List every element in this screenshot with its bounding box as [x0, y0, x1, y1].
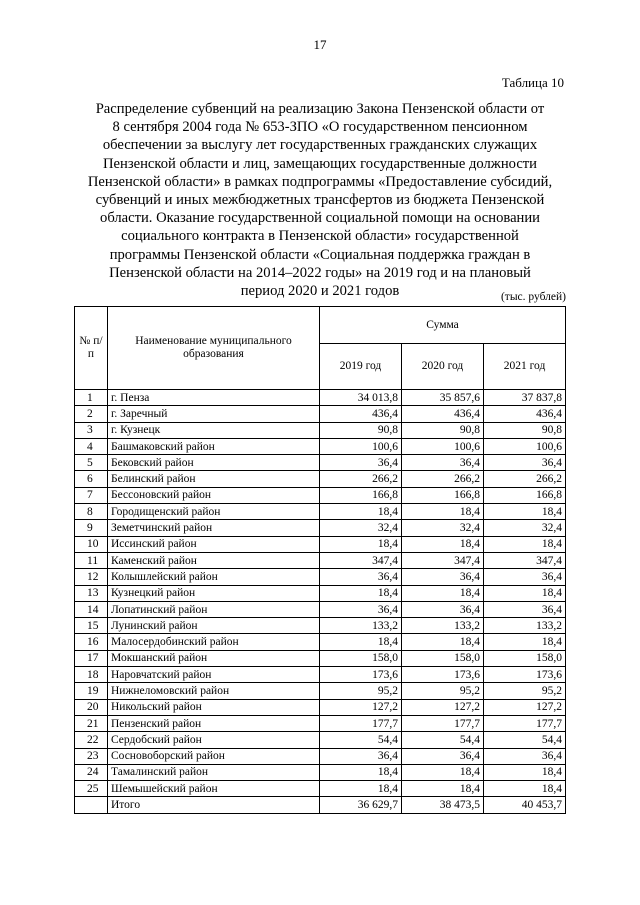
- row-number: 6: [75, 471, 108, 487]
- row-number: 10: [75, 536, 108, 552]
- row-number: 22: [75, 732, 108, 748]
- row-value-2020: 54,4: [402, 732, 484, 748]
- header-municipality: Наименование муниципального образования: [108, 307, 320, 390]
- row-number: 1: [75, 390, 108, 406]
- total-value-2020: 38 473,5: [402, 797, 484, 813]
- row-municipality: Нижнеломовский район: [108, 683, 320, 699]
- row-value-2020: 158,0: [402, 650, 484, 666]
- title-line: субвенций и иных межбюджетных трансфертов из бюджета Пензенской: [95, 192, 545, 209]
- row-municipality: Иссинский район: [108, 536, 320, 552]
- row-number: 12: [75, 569, 108, 585]
- row-value-2020: 266,2: [402, 471, 484, 487]
- table-row: [75, 618, 566, 634]
- table-row: [75, 781, 566, 797]
- row-value-2019: 18,4: [320, 504, 402, 520]
- row-value-2020: 18,4: [402, 536, 484, 552]
- row-value-2019: 133,2: [320, 618, 402, 634]
- row-value-2021: 32,4: [484, 520, 566, 536]
- row-value-2020: 18,4: [402, 504, 484, 520]
- row-value-2019: 177,7: [320, 715, 402, 731]
- table-row: [75, 504, 566, 520]
- table-body: [75, 390, 566, 814]
- row-value-2020: 436,4: [402, 406, 484, 422]
- table-row: [75, 715, 566, 731]
- row-value-2019: 54,4: [320, 732, 402, 748]
- row-value-2021: 347,4: [484, 552, 566, 568]
- row-value-2021: 100,6: [484, 438, 566, 454]
- row-value-2019: 36,4: [320, 748, 402, 764]
- row-number: 2: [75, 406, 108, 422]
- row-number: 19: [75, 683, 108, 699]
- title-line: период 2020 и 2021 годов: [240, 283, 400, 300]
- table-row: [75, 455, 566, 471]
- row-municipality: Колышлейский район: [108, 569, 320, 585]
- total-label: Итого: [108, 797, 320, 813]
- table-row: [75, 699, 566, 715]
- table-row: [75, 650, 566, 666]
- row-value-2020: 18,4: [402, 764, 484, 780]
- table-row: [75, 520, 566, 536]
- row-number: 17: [75, 650, 108, 666]
- row-value-2019: 266,2: [320, 471, 402, 487]
- row-value-2021: 173,6: [484, 667, 566, 683]
- row-value-2019: 166,8: [320, 487, 402, 503]
- table-row: [75, 406, 566, 422]
- row-value-2019: 18,4: [320, 781, 402, 797]
- row-value-2020: 36,4: [402, 569, 484, 585]
- total-value-2021: 40 453,7: [484, 797, 566, 813]
- row-number: 11: [75, 552, 108, 568]
- row-value-2019: 36,4: [320, 601, 402, 617]
- header-sum: Сумма: [320, 307, 566, 344]
- row-value-2020: 166,8: [402, 487, 484, 503]
- total-value-2019: 36 629,7: [320, 797, 402, 813]
- table-row: [75, 487, 566, 503]
- units-label: (тыс. рублей): [500, 291, 566, 303]
- document-title: [74, 100, 566, 300]
- row-number: 8: [75, 504, 108, 520]
- total-row: [75, 797, 566, 813]
- row-value-2019: 95,2: [320, 683, 402, 699]
- table-row: [75, 748, 566, 764]
- title-line: 8 сентября 2004 года № 653-ЗПО «О государственном пенсионном: [112, 119, 528, 136]
- row-value-2021: 54,4: [484, 732, 566, 748]
- row-value-2020: 347,4: [402, 552, 484, 568]
- title-line: области. Оказание государственной социальной помощи на основании: [100, 210, 540, 227]
- row-number: 13: [75, 585, 108, 601]
- table-row: [75, 732, 566, 748]
- title-line: обеспечении за выслугу лет государственных гражданских служащих: [102, 137, 538, 154]
- row-number: 16: [75, 634, 108, 650]
- title-line: Пензенской области на 2014–2022 годы» на 2019 год и на плановый: [109, 264, 531, 281]
- row-municipality: г. Заречный: [108, 406, 320, 422]
- row-number: 20: [75, 699, 108, 715]
- row-value-2020: 18,4: [402, 634, 484, 650]
- row-number: 9: [75, 520, 108, 536]
- row-value-2020: 36,4: [402, 455, 484, 471]
- row-number: 14: [75, 601, 108, 617]
- table-row: [75, 585, 566, 601]
- row-value-2019: 34 013,8: [320, 390, 402, 406]
- row-number: 5: [75, 455, 108, 471]
- title-line: программы Пензенской области «Социальная поддержка граждан в: [109, 246, 531, 263]
- title-line: Распределение субвенций на реализацию Закона Пензенской области от: [95, 101, 545, 117]
- row-value-2021: 127,2: [484, 699, 566, 715]
- row-value-2019: 18,4: [320, 585, 402, 601]
- row-municipality: Городищенский район: [108, 504, 320, 520]
- row-municipality: Тамалинский район: [108, 764, 320, 780]
- row-value-2021: 166,8: [484, 487, 566, 503]
- row-value-2019: 32,4: [320, 520, 402, 536]
- row-municipality: Бековский район: [108, 455, 320, 471]
- row-number: 23: [75, 748, 108, 764]
- row-value-2019: 158,0: [320, 650, 402, 666]
- row-municipality: Белинский район: [108, 471, 320, 487]
- row-value-2019: 436,4: [320, 406, 402, 422]
- header-2019: 2019 год: [320, 344, 402, 390]
- row-value-2020: 35 857,6: [402, 390, 484, 406]
- row-municipality: Пензенский район: [108, 715, 320, 731]
- table-row: [75, 536, 566, 552]
- row-value-2021: 37 837,8: [484, 390, 566, 406]
- row-number: 3: [75, 422, 108, 438]
- row-municipality: г. Кузнецк: [108, 422, 320, 438]
- row-value-2019: 36,4: [320, 455, 402, 471]
- row-value-2020: 36,4: [402, 748, 484, 764]
- row-municipality: Мокшанский район: [108, 650, 320, 666]
- row-number: 21: [75, 715, 108, 731]
- subventions-table: [74, 306, 566, 814]
- row-municipality: Никольский район: [108, 699, 320, 715]
- row-number: 15: [75, 618, 108, 634]
- row-value-2021: 90,8: [484, 422, 566, 438]
- row-municipality: Лопатинский район: [108, 601, 320, 617]
- row-municipality: Кузнецкий район: [108, 585, 320, 601]
- row-municipality: Земетчинский район: [108, 520, 320, 536]
- table-row: [75, 390, 566, 406]
- table-row: [75, 422, 566, 438]
- header-2020: 2020 год: [402, 344, 484, 390]
- row-value-2020: 100,6: [402, 438, 484, 454]
- row-value-2019: 173,6: [320, 667, 402, 683]
- table-row: [75, 764, 566, 780]
- row-value-2021: 36,4: [484, 569, 566, 585]
- row-value-2021: 18,4: [484, 504, 566, 520]
- row-municipality: Бессоновский район: [108, 487, 320, 503]
- row-value-2021: 266,2: [484, 471, 566, 487]
- row-municipality: Сосновоборский район: [108, 748, 320, 764]
- title-line: Пензенской области» в рамках подпрограммы «Предоставление субсидий,: [87, 173, 553, 190]
- row-value-2020: 177,7: [402, 715, 484, 731]
- row-value-2020: 18,4: [402, 585, 484, 601]
- title-line: социального контракта в Пензенской области» государственной: [121, 228, 519, 245]
- row-municipality: Шемышейский район: [108, 781, 320, 797]
- row-municipality: Башмаковский район: [108, 438, 320, 454]
- row-value-2019: 100,6: [320, 438, 402, 454]
- header-2021: 2021 год: [484, 344, 566, 390]
- row-municipality: Наровчатский район: [108, 667, 320, 683]
- row-value-2021: 18,4: [484, 764, 566, 780]
- row-value-2020: 133,2: [402, 618, 484, 634]
- row-value-2020: 32,4: [402, 520, 484, 536]
- row-value-2021: 18,4: [484, 781, 566, 797]
- row-value-2021: 36,4: [484, 455, 566, 471]
- table-row: [75, 471, 566, 487]
- row-value-2019: 127,2: [320, 699, 402, 715]
- row-value-2020: 90,8: [402, 422, 484, 438]
- row-value-2019: 347,4: [320, 552, 402, 568]
- row-number: 18: [75, 667, 108, 683]
- header-number: № п/п: [75, 307, 108, 390]
- row-municipality: Каменский район: [108, 552, 320, 568]
- row-value-2021: 133,2: [484, 618, 566, 634]
- row-number: 7: [75, 487, 108, 503]
- row-value-2020: 18,4: [402, 781, 484, 797]
- row-value-2019: 18,4: [320, 634, 402, 650]
- total-number-cell: [75, 797, 108, 813]
- row-value-2021: 36,4: [484, 601, 566, 617]
- table-row: [75, 552, 566, 568]
- row-value-2021: 177,7: [484, 715, 566, 731]
- row-number: 24: [75, 764, 108, 780]
- row-value-2020: 127,2: [402, 699, 484, 715]
- row-value-2019: 18,4: [320, 536, 402, 552]
- row-municipality: г. Пенза: [108, 390, 320, 406]
- table-row: [75, 601, 566, 617]
- table-row: [75, 667, 566, 683]
- row-value-2021: 18,4: [484, 536, 566, 552]
- row-value-2019: 90,8: [320, 422, 402, 438]
- table-row: [75, 634, 566, 650]
- table-row: [75, 438, 566, 454]
- row-value-2020: 36,4: [402, 601, 484, 617]
- row-value-2021: 18,4: [484, 634, 566, 650]
- row-value-2021: 158,0: [484, 650, 566, 666]
- table-label: Таблица 10: [501, 75, 564, 90]
- row-number: 25: [75, 781, 108, 797]
- row-value-2021: 36,4: [484, 748, 566, 764]
- page-number: 17: [313, 37, 327, 52]
- table-row: [75, 569, 566, 585]
- row-value-2019: 18,4: [320, 764, 402, 780]
- row-value-2021: 18,4: [484, 585, 566, 601]
- table-row: [75, 683, 566, 699]
- row-value-2021: 95,2: [484, 683, 566, 699]
- row-value-2019: 36,4: [320, 569, 402, 585]
- title-line: Пензенской области и лиц, замещающих государственные должности: [103, 155, 537, 172]
- row-municipality: Лунинский район: [108, 618, 320, 634]
- row-municipality: Сердобский район: [108, 732, 320, 748]
- row-value-2020: 95,2: [402, 683, 484, 699]
- row-number: 4: [75, 438, 108, 454]
- row-value-2020: 173,6: [402, 667, 484, 683]
- row-municipality: Малосердобинский район: [108, 634, 320, 650]
- row-value-2021: 436,4: [484, 406, 566, 422]
